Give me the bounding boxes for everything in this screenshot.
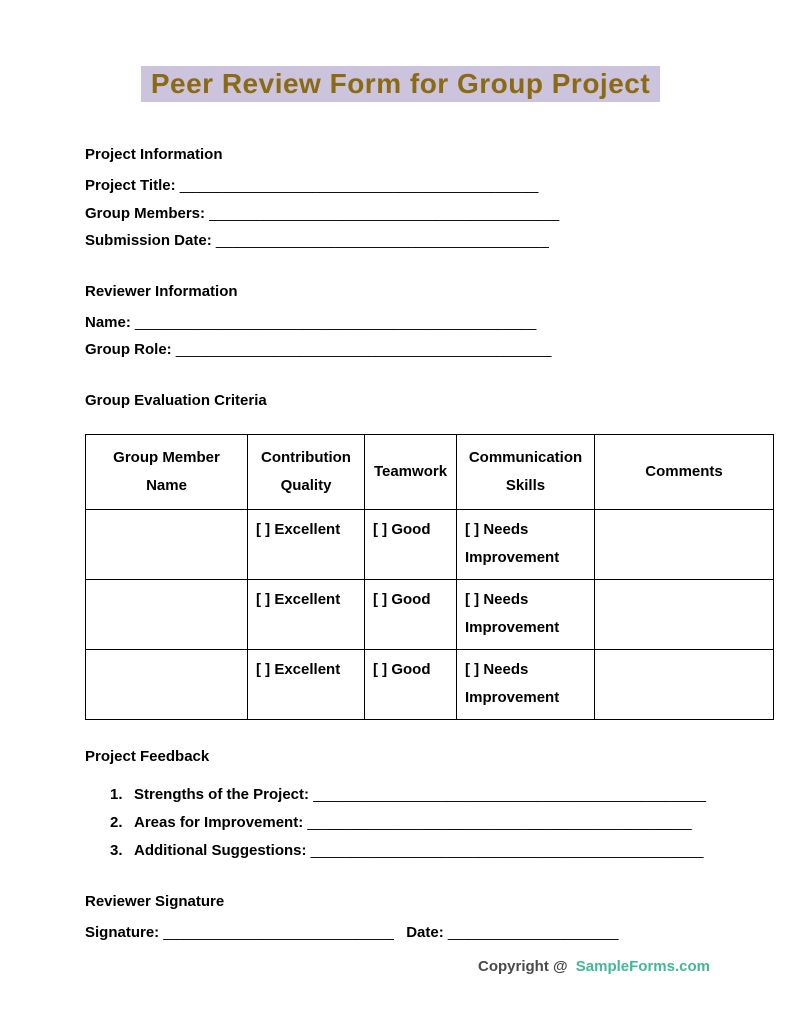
form-content [85,146,775,947]
title-section [0,66,801,102]
contribution-quality-cell: [ ] Excellent [248,509,365,579]
date-line: ____________________ [447,923,619,941]
brand-link[interactable]: SampleForms.com [575,958,710,975]
comments-cell [595,509,774,579]
feedback-label: Strengths of the Project: [134,785,310,803]
field-label: Project Title: [85,177,176,194]
field-label: Group Role: [85,341,172,358]
contribution-quality-cell: [ ] Excellent [248,649,365,719]
table-row [86,509,774,579]
member-name-cell [86,509,248,579]
member-name-cell [86,649,248,719]
signature-line: ___________________________ [163,923,395,941]
list-number: 1. [110,785,123,803]
table-row [86,649,774,719]
communication-skills-cell: [ ] Needs Improvement [457,509,595,579]
table-header-cell: Teamwork [365,434,457,509]
reviewer-information-heading: Reviewer Information [85,282,238,300]
table-header-cell: Communication Skills [457,434,595,509]
teamwork-cell: [ ] Good [365,579,457,649]
field-reviewer-name [85,309,775,337]
signature-row [85,919,775,947]
feedback-label: Areas for Improvement: [134,813,304,831]
date-label: Date: [406,923,444,941]
page-title: Peer Review Form for Group Project [141,66,660,102]
feedback-item-strengths [85,781,775,809]
blank-line: __________________________________________ [179,177,539,194]
table-header-cell: Comments [595,434,774,509]
communication-skills-cell: [ ] Needs Improvement [457,649,595,719]
feedback-list [85,781,775,865]
teamwork-cell: [ ] Good [365,649,457,719]
blank-line: ______________________________________________ [313,785,707,803]
comments-cell [595,649,774,719]
table-header-cell: Contribution Quality [248,434,365,509]
field-group-members [85,200,775,228]
field-label: Submission Date: [85,232,212,249]
copyright-text: Copyright @ [477,958,568,975]
signature-label: Signature: [85,923,160,941]
project-feedback-heading: Project Feedback [85,747,210,765]
communication-skills-cell: [ ] Needs Improvement [457,579,595,649]
feedback-item-improvement [85,809,775,837]
contribution-quality-cell: [ ] Excellent [248,579,365,649]
teamwork-cell: [ ] Good [365,509,457,579]
footer [478,958,710,975]
evaluation-table [85,434,774,720]
feedback-item-suggestions [85,837,775,865]
list-number: 2. [110,813,123,831]
blank-line: _____________________________________________ [307,813,692,831]
project-information-heading: Project Information [85,146,223,163]
field-group-role [85,336,775,364]
field-submission-date [85,227,775,255]
blank-line: _______________________________________________ [135,313,537,331]
table-header-row [86,434,774,509]
blank-line: _________________________________________ [209,204,560,222]
table-row [86,579,774,649]
field-project-title [85,172,775,200]
blank-line: ____________________________________________ [175,341,552,358]
field-label: Group Members: [85,204,206,222]
field-label: Name: [85,313,131,331]
comments-cell [595,579,774,649]
reviewer-signature-heading: Reviewer Signature [85,892,225,910]
list-number: 3. [110,841,123,859]
evaluation-criteria-heading: Group Evaluation Criteria [85,391,267,409]
table-header-cell: Group Member Name [86,434,248,509]
blank-line: _______________________________________ [215,232,550,249]
feedback-label: Additional Suggestions: [134,841,307,859]
blank-line: ______________________________________________ [310,841,704,859]
member-name-cell [86,579,248,649]
